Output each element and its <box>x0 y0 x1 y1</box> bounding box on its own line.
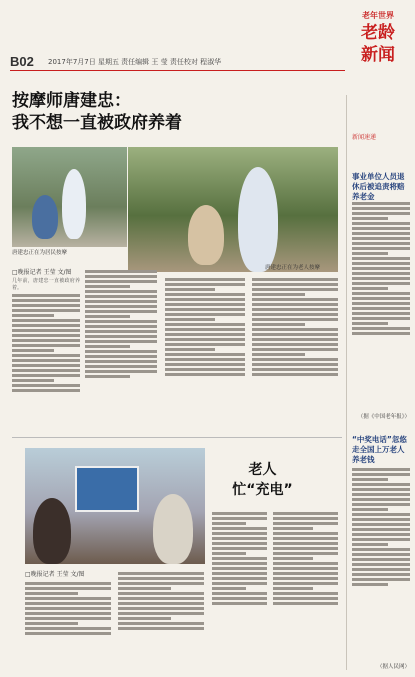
brand-name: 老年世界 <box>362 10 394 20</box>
second-text-col-2 <box>118 570 204 670</box>
section-title-1: 老龄 <box>361 23 395 43</box>
second-title-line-2: 忙“充电” <box>232 482 293 498</box>
lead-photo-2 <box>128 147 338 272</box>
lead-headline <box>12 90 302 134</box>
headline-line-2: 我不想一直被政府养着 <box>12 113 182 133</box>
lead-byline: □晚报记者 王莹 文/图 <box>12 269 72 276</box>
tv-screen <box>75 466 139 512</box>
second-story-photo <box>25 448 205 564</box>
brief-2-source: （据人民网） <box>376 664 410 670</box>
photo-figure <box>153 494 193 564</box>
lead-photo-1 <box>12 147 127 247</box>
photo-figure <box>62 169 86 239</box>
lead-first-para: 几年前，唐建忠一直被政府养着。 <box>12 278 80 291</box>
column-divider <box>346 95 347 670</box>
lead-text-col-1 <box>12 268 80 430</box>
section-divider <box>12 437 342 438</box>
section-title-2: 新闻 <box>361 45 395 65</box>
brief-1-text <box>352 200 410 410</box>
brief-2-title: “中奖电话”忽悠走全国上万老人养老钱 <box>352 435 407 464</box>
second-text-col-1 <box>25 570 111 670</box>
lead-text-col-2 <box>85 268 157 430</box>
page-number: B02 <box>10 54 34 69</box>
lead-text-col-3 <box>165 276 245 430</box>
lead-photo-2-caption: 唐建忠正在为老人按摩 <box>265 265 321 271</box>
second-text-col-4 <box>273 510 338 670</box>
header-rule <box>10 70 345 71</box>
headline-line-1: 按摩师唐建忠： <box>12 91 131 111</box>
photo-figure <box>238 167 278 272</box>
issue-meta: 2017年7月7日 星期五 责任编辑 王 莹 责任校对 程淑华 <box>48 58 222 66</box>
second-text-col-3 <box>212 510 267 670</box>
second-title-line-1: 老人 <box>248 462 277 478</box>
brief-2-text <box>352 466 410 661</box>
news-brief-tag: 新闻速递 <box>352 134 377 141</box>
page-header <box>0 0 415 88</box>
lead-text-col-4 <box>252 276 338 430</box>
brief-1-source: （据《中国老年报》） <box>357 414 410 420</box>
photo-figure <box>33 498 71 564</box>
lead-photo-1-caption: 唐建忠正在为居民按摩 <box>12 250 68 256</box>
second-story-title <box>210 460 315 500</box>
photo-figure <box>188 205 224 265</box>
photo-figure <box>32 195 58 239</box>
section-logo <box>350 10 406 90</box>
brief-1-title: 事业单位人员退休后被追责将赔养老金 <box>352 172 405 201</box>
second-byline: □晚报记者 王莹 文/图 <box>25 571 85 578</box>
